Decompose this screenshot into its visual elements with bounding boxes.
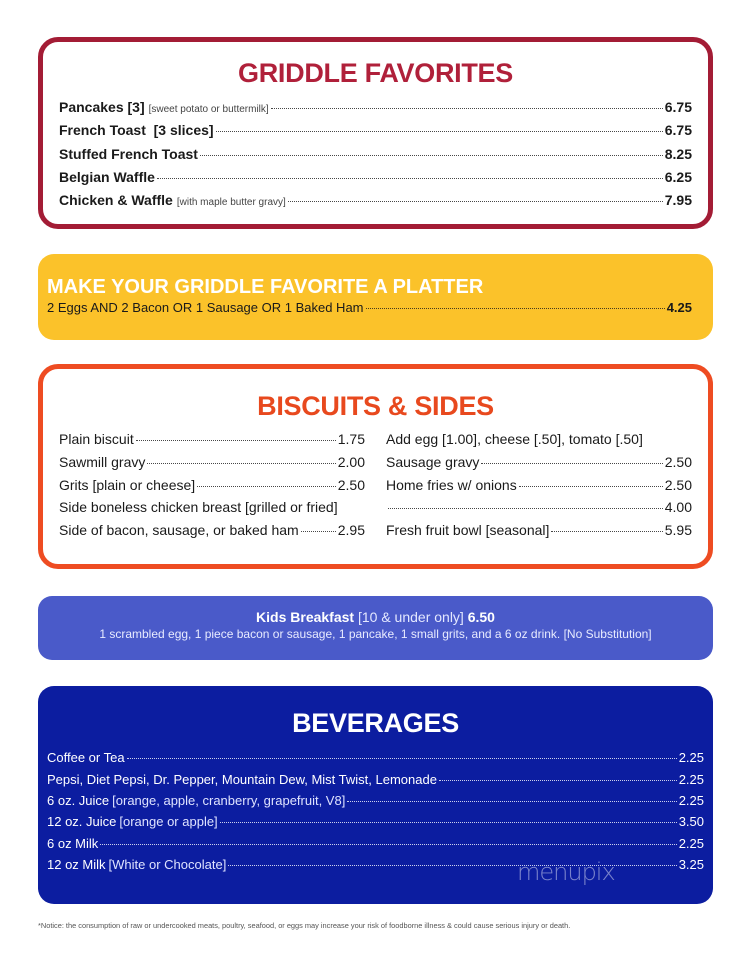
item-price: 2.95 <box>337 522 365 538</box>
menu-item <box>47 300 692 315</box>
platter-section <box>38 254 713 340</box>
dot-leader <box>347 801 676 802</box>
item-note: [orange, apple, cranberry, grapefruit, V8] <box>112 793 346 808</box>
dot-leader <box>551 531 662 532</box>
menu-item <box>386 522 692 542</box>
item-note: [White or Chocolate] <box>108 857 227 872</box>
dot-leader <box>366 308 665 309</box>
section-title: MAKE YOUR GRIDDLE FAVORITE A PLATTER <box>47 276 484 298</box>
item-price: 4.25 <box>666 300 692 315</box>
item-price: 2.50 <box>664 454 692 470</box>
item-name: 2 Eggs AND 2 Bacon OR 1 Sausage OR 1 Baked Ham <box>47 300 364 315</box>
menu-item <box>59 192 692 212</box>
item-name: 12 oz. Juice <box>47 814 117 829</box>
dot-leader <box>100 844 676 845</box>
dot-leader <box>197 486 336 487</box>
item-price: 2.25 <box>678 750 704 765</box>
item-name: Pancakes [3] <box>59 99 145 115</box>
menu-item <box>59 169 692 189</box>
dot-leader <box>388 508 663 509</box>
item-name: 12 oz Milk <box>47 857 106 872</box>
dot-leader <box>200 155 663 156</box>
kids-description: 1 scrambled egg, 1 piece bacon or sausage, 1 pancake, 1 small grits, and a 6 oz drink. [No Substitution] <box>99 627 652 641</box>
menu-item <box>59 477 365 497</box>
dot-leader <box>439 780 677 781</box>
item-price: 3.50 <box>678 814 704 829</box>
menu-item <box>59 499 389 519</box>
item-price: 2.00 <box>337 454 365 470</box>
kids-breakfast-section <box>38 596 713 660</box>
item-price: 2.50 <box>664 477 692 493</box>
biscuits-sides-section <box>38 364 713 569</box>
dot-leader <box>127 758 677 759</box>
item-name: Side of bacon, sausage, or baked ham <box>59 522 299 538</box>
section-title: GRIDDLE FAVORITES <box>238 58 513 88</box>
item-price: 6.75 <box>664 122 692 138</box>
menu-item <box>47 772 704 790</box>
dot-leader <box>288 201 663 202</box>
item-name: Side boneless chicken breast [grilled or fried] <box>59 499 338 515</box>
item-note: [orange or apple] <box>119 814 218 829</box>
item-note: [10 & under only] <box>357 609 464 625</box>
item-price: 8.25 <box>664 146 692 162</box>
dot-leader <box>481 463 662 464</box>
item-name: Plain biscuit <box>59 431 134 447</box>
item-note: [sweet potato or buttermilk] <box>148 104 269 115</box>
item-name: Coffee or Tea <box>47 750 125 765</box>
item-note: [with maple butter gravy] <box>176 197 286 208</box>
item-price: 3.25 <box>678 857 704 872</box>
menu-item <box>47 814 704 832</box>
item-price: 2.50 <box>337 477 365 493</box>
kids-heading <box>38 609 713 625</box>
dot-leader <box>271 108 663 109</box>
item-name: Add egg [1.00], cheese [.50], tomato [.50] <box>386 431 643 447</box>
dot-leader <box>157 178 663 179</box>
item-price: 2.25 <box>678 793 704 808</box>
item-name: Stuffed French Toast <box>59 146 198 162</box>
item-name: Belgian Waffle <box>59 169 155 185</box>
item-price: 2.25 <box>678 836 704 851</box>
dot-leader <box>216 131 663 132</box>
menu-item <box>386 477 692 497</box>
item-price: 5.95 <box>664 522 692 538</box>
menu-item <box>47 750 704 768</box>
menu-item <box>59 146 692 166</box>
menu-item <box>47 793 704 811</box>
section-title: Kids Breakfast <box>256 609 355 625</box>
section-title: BISCUITS & SIDES <box>257 391 494 421</box>
menu-item <box>59 454 365 474</box>
dot-leader <box>136 440 336 441</box>
item-price: 2.25 <box>678 772 704 787</box>
menu-item <box>59 99 692 119</box>
item-name: 6 oz. Juice <box>47 793 110 808</box>
item-name: Home fries w/ onions <box>386 477 517 493</box>
item-price: 6.25 <box>664 169 692 185</box>
item-price: 6.75 <box>664 99 692 115</box>
dot-leader <box>220 822 677 823</box>
menu-item <box>47 836 704 854</box>
item-price: 4.00 <box>664 499 692 515</box>
menu-item <box>386 454 692 474</box>
item-name: French Toast [3 slices] <box>59 122 214 138</box>
item-name: 6 oz Milk <box>47 836 99 851</box>
menu-item <box>59 431 365 451</box>
dot-leader <box>519 486 663 487</box>
watermark-logo: menupix <box>517 858 615 886</box>
griddle-favorites-section <box>38 37 713 229</box>
section-title: BEVERAGES <box>292 708 459 738</box>
dot-leader <box>147 463 335 464</box>
item-name: Grits [plain or cheese] <box>59 477 196 493</box>
item-price: 6.50 <box>467 609 495 625</box>
item-name: Chicken & Waffle <box>59 192 173 208</box>
item-name: Sausage gravy <box>386 454 480 470</box>
food-safety-notice: *Notice: the consumption of raw or undercooked meats, poultry, seafood, or eggs may increase your risk of foodborne illness & could cause serious injury or death. <box>38 921 571 930</box>
menu-item <box>59 522 365 542</box>
item-name: Sawmill gravy <box>59 454 146 470</box>
item-name: Fresh fruit bowl [seasonal] <box>386 522 550 538</box>
item-name: Pepsi, Diet Pepsi, Dr. Pepper, Mountain Dew, Mist Twist, Lemonade <box>47 772 437 787</box>
menu-item <box>386 499 692 519</box>
menu-item <box>59 122 692 142</box>
dot-leader <box>301 531 336 532</box>
menu-item <box>386 431 692 451</box>
item-price: 1.75 <box>337 431 365 447</box>
item-price: 7.95 <box>664 192 692 208</box>
